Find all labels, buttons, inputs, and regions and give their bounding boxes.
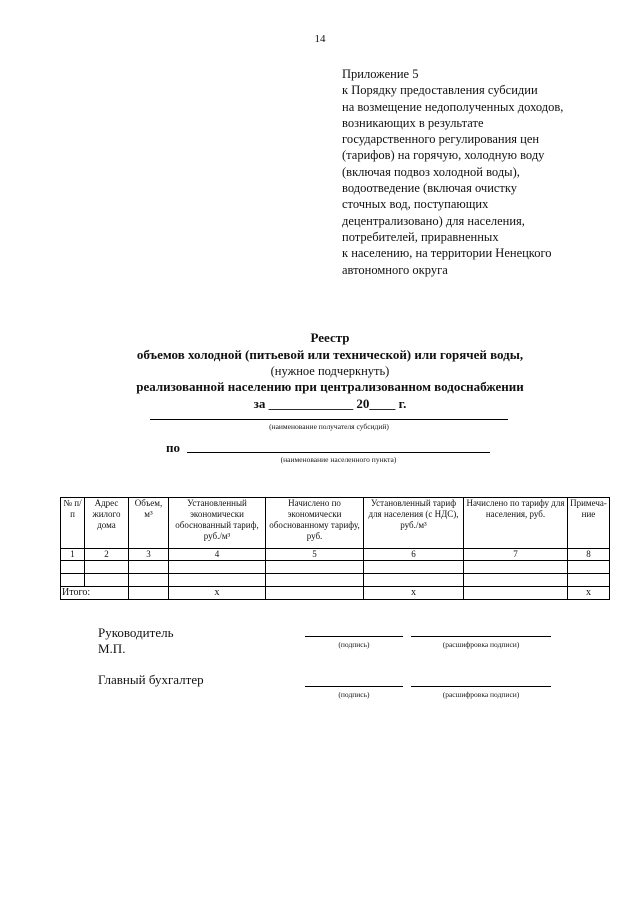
table-cell[interactable] (85, 561, 129, 574)
decode-caption: (расшифровка подписи) (442, 690, 520, 699)
header-cell: Начислено по тарифу для населения, руб. (464, 498, 568, 549)
table-row (61, 561, 610, 574)
recipient-line[interactable] (150, 419, 508, 420)
po-label: по (166, 440, 180, 455)
total-row (61, 587, 610, 600)
decode-caption: (расшифровка подписи) (442, 640, 520, 649)
column-number: 3 (129, 549, 169, 561)
appendix-line: автономного округа (342, 262, 448, 277)
accountant-signature-line[interactable] (305, 686, 403, 687)
title-line-4: реализованной населению при централизованном водоснабжении (136, 379, 524, 394)
table-cell[interactable] (129, 574, 169, 587)
sign-caption: (подпись) (338, 690, 370, 699)
column-number: 6 (364, 549, 464, 561)
column-number: 5 (266, 549, 364, 561)
appendix-line: на возмещение недополученных доходов, (342, 99, 564, 114)
sign-caption: (подпись) (338, 640, 370, 649)
appendix-line: (тарифов) на горячую, холодную воду (342, 148, 545, 163)
total-cell: x (364, 587, 464, 600)
appendix-line: Приложение 5 (342, 67, 419, 81)
total-cell: x (568, 587, 610, 600)
table-cell[interactable] (266, 561, 364, 574)
settlement-line[interactable] (187, 452, 490, 453)
table-cell[interactable] (169, 574, 266, 587)
mp-label: М.П. (98, 641, 126, 656)
header-cell: Установленный тариф для населения (с НДС), руб./м³ (364, 498, 464, 549)
appendix-line: потребителей, приравненных (342, 229, 499, 244)
table-cell[interactable] (61, 574, 85, 587)
total-label: Итого: (61, 587, 129, 600)
header-cell: Адрес жилого дома (85, 498, 129, 549)
appendix-line: сточных вод, поступающих (342, 197, 489, 212)
appendix-line: (включая подвоз холодной воды), (342, 164, 520, 179)
appendix-block (342, 66, 632, 278)
column-number: 7 (464, 549, 568, 561)
registry-table (60, 497, 610, 600)
head-decode-line[interactable] (411, 636, 551, 637)
table-cell[interactable] (169, 561, 266, 574)
table-header-row (61, 498, 610, 549)
title-line-1: Реестр (310, 330, 350, 345)
column-number: 2 (85, 549, 129, 561)
settlement-caption: (наименование населенного пункта) (280, 455, 397, 464)
header-cell: Объем, м³ (129, 498, 169, 549)
total-cell: x (169, 587, 266, 600)
title-line-2: объемов холодной (питьевой или технической) или горячей воды, (136, 346, 524, 362)
period-line: за _____________ 20____ г. (253, 395, 407, 411)
column-number-row (61, 549, 610, 561)
registry-title (60, 330, 600, 412)
appendix-line: государственного регулирования цен (342, 132, 540, 147)
table-cell[interactable] (364, 561, 464, 574)
table-cell[interactable] (61, 561, 85, 574)
appendix-line: к населению, на территории Ненецкого (342, 246, 552, 261)
head-label: Руководитель (98, 625, 174, 640)
table-row (61, 574, 610, 587)
table-cell[interactable] (129, 561, 169, 574)
appendix-line: возникающих в результате (342, 115, 484, 130)
appendix-line: водоотведение (включая очистку (342, 181, 518, 196)
page-number: 14 (314, 33, 326, 45)
head-signature-line[interactable] (305, 636, 403, 637)
accountant-decode-line[interactable] (411, 686, 551, 687)
column-number: 8 (568, 549, 610, 561)
appendix-line: к Порядку предоставления субсидии (342, 83, 538, 98)
table-cell[interactable] (364, 574, 464, 587)
table-cell[interactable] (568, 574, 610, 587)
table-cell[interactable] (464, 561, 568, 574)
column-number: 1 (61, 549, 85, 561)
appendix-line: децентрализовано) для населения, (342, 213, 525, 228)
table-cell[interactable] (85, 574, 129, 587)
accountant-label: Главный бухгалтер (98, 672, 204, 687)
total-cell (464, 587, 568, 600)
recipient-caption: (наименование получателя субсидий) (269, 422, 389, 431)
title-line-3: (нужное подчеркнуть) (270, 364, 390, 378)
total-cell (266, 587, 364, 600)
table-cell[interactable] (568, 561, 610, 574)
table-cell[interactable] (266, 574, 364, 587)
header-cell: Начислено по экономически обоснованному тарифу, руб. (266, 498, 364, 549)
header-cell: Установленный экономически обоснованный тариф, руб./м³ (169, 498, 266, 549)
column-number: 4 (169, 549, 266, 561)
table-cell[interactable] (464, 574, 568, 587)
header-cell: № п/п (61, 498, 85, 549)
total-cell (129, 587, 169, 600)
header-cell: Примеча-ние (568, 498, 610, 549)
